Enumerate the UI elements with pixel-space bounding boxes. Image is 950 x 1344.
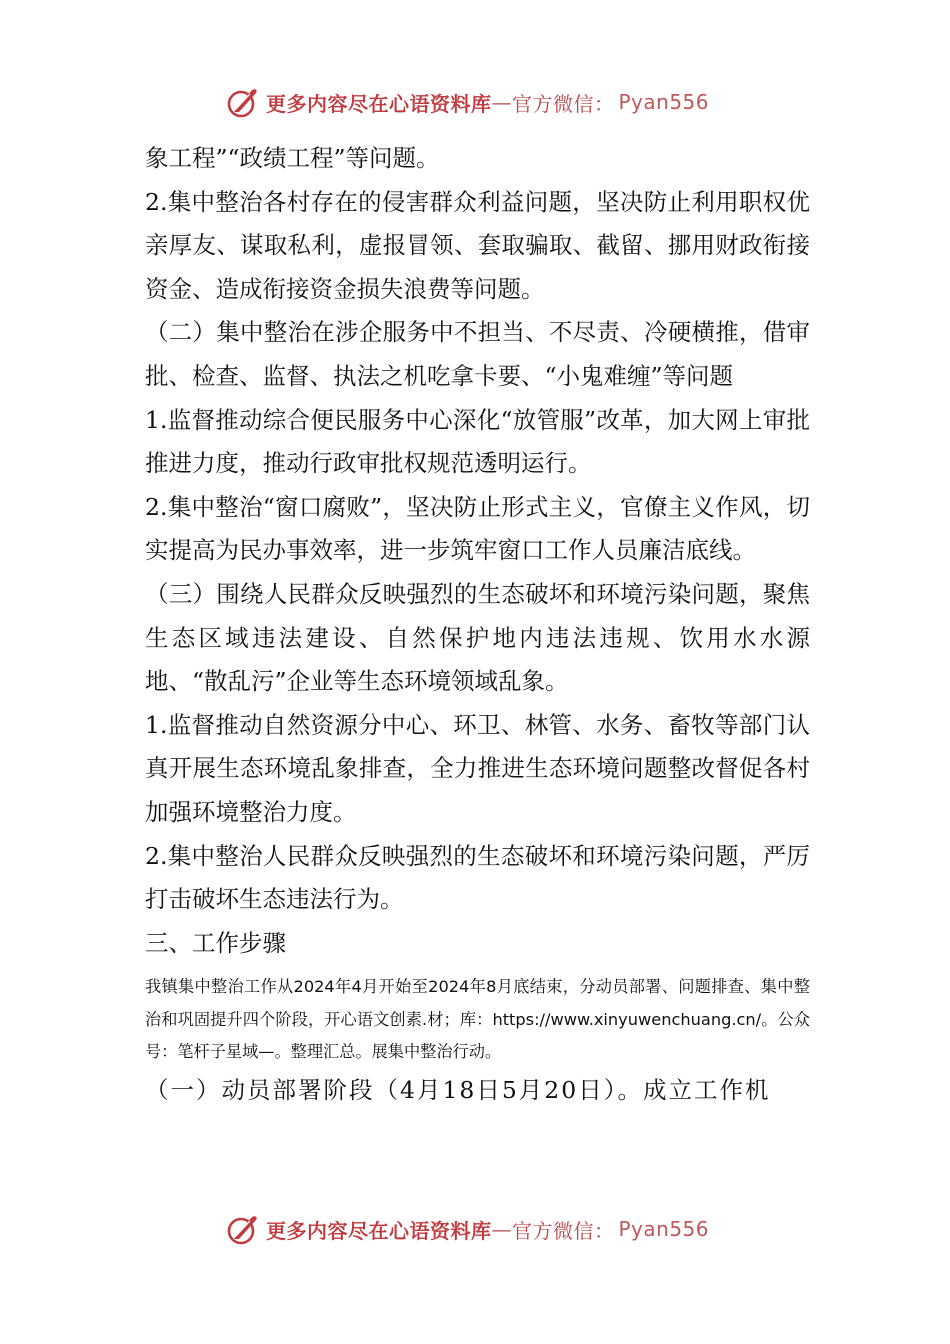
header-watermark <box>226 84 746 120</box>
paragraph: 2.集中整治人民群众反映强烈的生态破坏和环境污染问题，严厉打击破坏生态违法行为。 <box>145 841 810 914</box>
quill-pen-circle-icon <box>226 85 260 119</box>
inserted-note-paragraph: 我镇集中整治工作从2024年4月开始至2024年8月底结束，分动员部署、问题排查、集中整治和巩固提升四个阶段，开心语文创素.材；库：https://www.xinyuwenchuang.cn/。公众号：笔杆子星域—。整理汇总。展集中整治行动。 <box>145 977 810 1062</box>
watermark-brand-text: 更多内容尽在心语资料库 <box>266 1218 492 1243</box>
paragraph: （一）动员部署阶段（4月18日5月20日）。成立工作机 <box>145 1075 771 1104</box>
paragraph: 2.集中整治各村存在的侵害群众利益问题，坚决防止利用职权优亲厚友、谋取私利，虚报冒领、套取骗取、截留、挪用财政衔接资金、造成衔接资金损失浪费等问题。 <box>145 187 810 303</box>
watermark-handle: Pyan556 <box>618 90 710 114</box>
watermark-separator: — <box>491 1217 512 1241</box>
quill-pen-circle-icon <box>226 1212 260 1246</box>
paragraph: （三）围绕人民群众反映强烈的生态破坏和环境污染问题，聚焦生态区域违法建设、自然保护地内违法违规、饮用水水源地、“散乱污”企业等生态环境领域乱象。 <box>145 579 810 696</box>
paragraph: 1.监督推动综合便民服务中心深化“放管服”改革，加大网上审批推进力度，推动行政审批权规范透明运行。 <box>145 405 810 478</box>
watermark-contact-label: 官方微信： <box>512 1218 615 1243</box>
watermark-handle: Pyan556 <box>618 1217 710 1241</box>
paragraph: 象工程”“政绩工程”等问题。 <box>145 144 440 172</box>
paragraph: （二）集中整治在涉企服务中不担当、不尽责、冷硬横推，借审批、检查、监督、执法之机吃拿卡要、“小鬼难缠”等问题 <box>145 318 810 390</box>
paragraph: 1.监督推动自然资源分中心、环卫、林管、水务、畜牧等部门认真开展生态环境乱象排查，全力推进生态环境问题整改督促各村加强环境整治力度。 <box>145 710 810 826</box>
watermark-contact-label: 官方微信： <box>512 91 615 116</box>
watermark-separator: — <box>491 90 512 114</box>
watermark-brand-text: 更多内容尽在心语资料库 <box>266 91 492 116</box>
paragraph: 2.集中整治“窗口腐败”，坚决防止形式主义，官僚主义作风，切实提高为民办事效率，进一步筑牢窗口工作人员廉洁底线。 <box>145 492 810 565</box>
document-body <box>145 137 810 1112</box>
section-heading: 三、工作步骤 <box>145 928 286 957</box>
footer-watermark <box>226 1211 746 1247</box>
